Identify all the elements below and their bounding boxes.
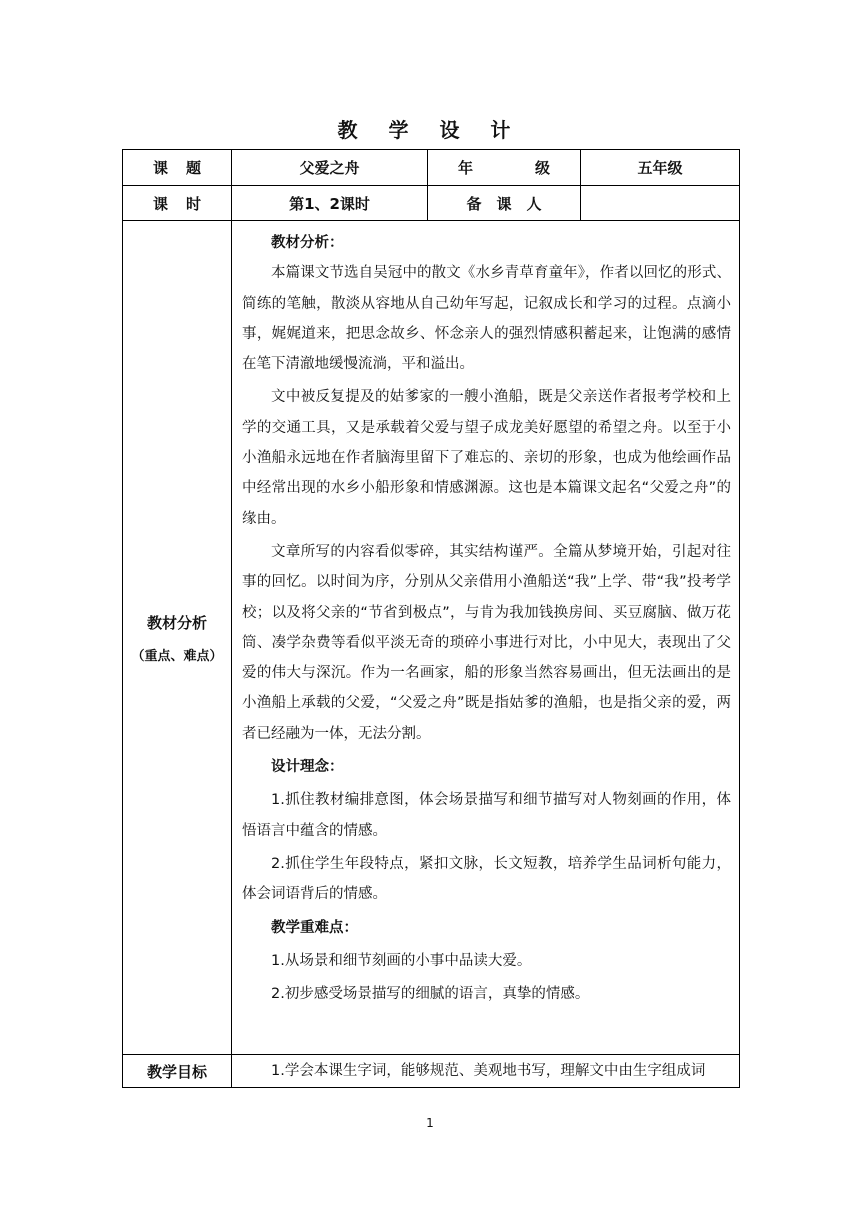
table-row bbox=[123, 221, 740, 1055]
paragraph: 文中被反复提及的姑爹家的一艘小渔船，既是父亲送作者报考学校和上学的交通工具，又是承载着父爱与望子成龙美好愿望的希望之舟。以至于小小渔船永远地在作者脑海里留下了难忘的、亲切的形象，也成为他绘画作品中经常出现的水乡小船形象和情感渊源。这也是本篇课文起名“父爱之舟”的缘由。 bbox=[242, 389, 731, 527]
paragraph: 2.抓住学生年段特点，紧扣文脉，长文短教，培养学生品词析句能力，体会词语背后的情感。 bbox=[242, 855, 731, 903]
period-label-cell bbox=[123, 186, 232, 221]
topic-value: 父爱之舟 bbox=[232, 150, 428, 186]
paragraph: 1.学会本课生字词，能够规范、美观地书写，理解文中由生字组成词 bbox=[271, 1062, 706, 1079]
analysis-content bbox=[232, 221, 740, 1055]
objectives-label: 教学目标 bbox=[123, 1055, 232, 1088]
paragraph: 1.抓住教材编排意图，体会场景描写和细节描写对人物刻画的作用，体悟语言中蕴含的情感。 bbox=[242, 792, 731, 839]
topic-label-a: 课 bbox=[153, 159, 169, 177]
period-value: 第1、2课时 bbox=[232, 186, 428, 221]
analysis-label: 教材分析 bbox=[146, 613, 207, 632]
table-row bbox=[123, 150, 740, 186]
page-title: 教 学 设 计 bbox=[337, 118, 523, 142]
topic-label-cell bbox=[123, 150, 232, 186]
analysis-label-cell bbox=[123, 221, 232, 1055]
paragraph: 文章所写的内容看似零碎，其实结构谨严。全篇从梦境开始，引起对往事的回忆。以时间为序，分别从父亲借用小渔船送“我”上学、带“我”投考学校；以及将父亲的“节省到极点”，与肯为我加钱换房间、买豆腐脑、做万花筒、凑学杂费等看似平淡无奇的琐碎小事进行对比，小中见大，表现出了父爱的伟大与深沉。作为一名画家，船的形象当然容易画出，但无法画出的是小渔船上承载的父爱，“父爱之舟”既是指姑爹的渔船，也是指父亲的爱，两者已经融为一体，无法分割。 bbox=[242, 543, 731, 742]
section-heading: 设计理念： bbox=[271, 759, 344, 776]
paragraph: 2.初步感受场景描写的细腻的语言，真挚的情感。 bbox=[271, 986, 590, 1003]
topic-label-b: 题 bbox=[185, 159, 201, 177]
analysis-sub-label: （重点、难点） bbox=[131, 648, 223, 664]
preparer-value bbox=[581, 186, 740, 221]
grade-value: 五年级 bbox=[581, 150, 740, 186]
period-label-b: 时 bbox=[185, 194, 201, 213]
paragraph: 1.从场景和细节刻画的小事中品读大爱。 bbox=[271, 952, 532, 969]
lesson-plan-table bbox=[122, 149, 740, 1088]
section-heading: 教材分析： bbox=[271, 235, 344, 251]
objectives-content bbox=[232, 1055, 740, 1088]
period-label-a: 课 bbox=[153, 194, 169, 213]
section-heading: 教学重难点： bbox=[271, 919, 358, 936]
preparer-label: 备 课 人 bbox=[428, 186, 581, 221]
grade-label-a: 年 bbox=[458, 159, 474, 177]
table-row bbox=[123, 186, 740, 221]
paragraph: 本篇课文节选自吴冠中的散文《水乡青草育童年》，作者以回忆的形式、简练的笔触，散淡从容地从自己幼年写起，记叙成长和学习的过程。点滴小事，娓娓道来，把思念故乡、怀念亲人的强烈情感积蓄起来，让饱满的感情在笔下清澈地缓慢流淌，平和溢出。 bbox=[242, 265, 731, 373]
page-number: 1 bbox=[426, 1116, 434, 1130]
grade-label-b: 级 bbox=[534, 159, 550, 177]
grade-label-cell bbox=[428, 150, 581, 186]
table-row bbox=[123, 1055, 740, 1088]
